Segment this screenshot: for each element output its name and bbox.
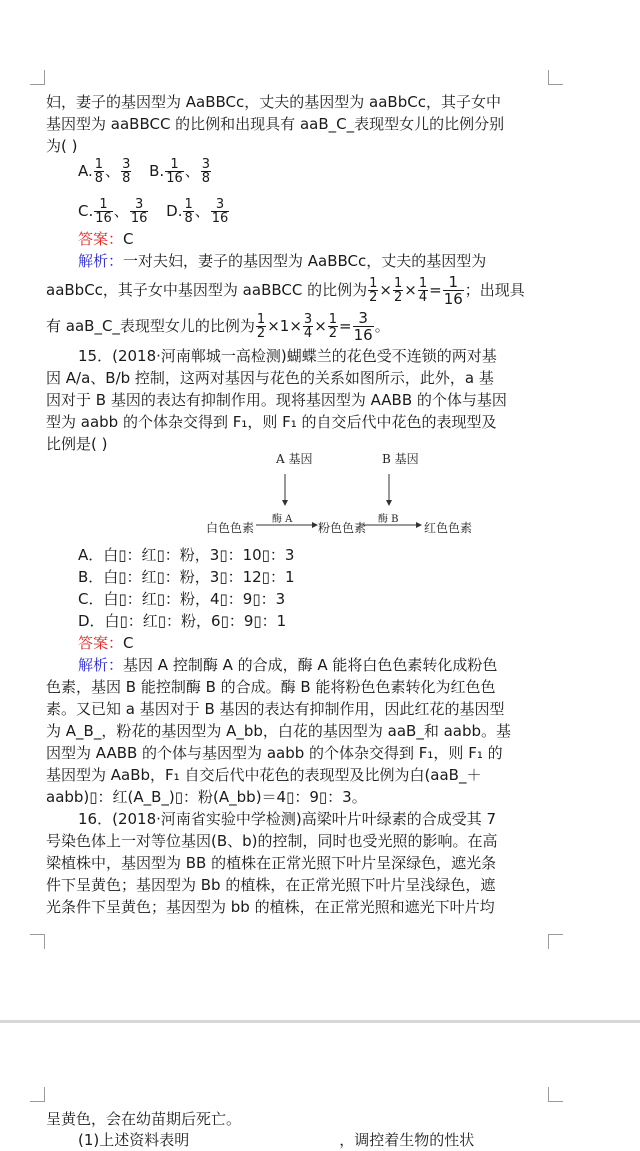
q14-options-row-1: A. $\frac{1}{8}$ 、 $\frac{3}{8}$ B. $\frac{1}{16}$ 、 $\frac{3}{8}$ (78, 157, 211, 186)
fraction: $\frac{1}{16}$ (443, 273, 463, 308)
diagram-enzyme-a: 酶 A (272, 514, 293, 525)
fraction: $\frac{1}{8}$ (184, 197, 193, 226)
q15-analysis-line-5: 因型为 AABB 的个体与基因型为 aabb 的个体杂交得到 F₁，则 F₁ 的 (46, 744, 503, 762)
q14-options-row-2: C. $\frac{1}{16}$ 、 $\frac{3}{16}$ D. $\frac{1}{8}$ 、 $\frac{3}{16}$ (78, 197, 229, 226)
diagram-gene-b: B 基因 (382, 452, 419, 466)
q15-option-a: A．白▯：红▯：粉，3▯：10▯：3 (78, 546, 295, 564)
q15-stem-line-4: 型为 aabb 的个体杂交得到 F₁，则 F₁ 的自交后代中花色的表现型及 (46, 413, 497, 431)
crop-mark-top-left (30, 1087, 45, 1102)
crop-mark-top-left (30, 70, 45, 85)
fraction: $\frac{1}{2}$ (328, 312, 338, 341)
fraction: $\frac{1}{2}$ (369, 276, 378, 305)
q15-analysis-line-3: 素。又已知 a 基因对于 B 基因的表达有抑制作用，因此红花的基因型 (46, 700, 505, 718)
diagram-gene-a: A 基因 (276, 452, 313, 466)
fraction: $\frac{3}{8}$ (201, 157, 211, 186)
diagram-red-pigment: 红色色素 (424, 521, 473, 535)
fraction: $\frac{1}{2}$ (393, 276, 403, 305)
q14-option-d: D. (166, 202, 183, 220)
q16-continued-line-1: 呈黄色，会在幼苗期后死亡。 (46, 1110, 242, 1128)
fraction: $\frac{3}{16}$ (130, 197, 148, 226)
crop-mark-top-right (548, 70, 563, 85)
crop-mark-bottom-right (548, 934, 563, 949)
analysis-label: 解析： (78, 656, 124, 674)
q15-analysis-line-7: aabb)▯：红(A_B_)▯：粉(A_bb)＝4▯：9▯：3。 (46, 788, 367, 806)
q14-analysis-line-2: aaBbCc，其子女中基因型为 aaBBCC 的比例为 $\frac{1}{2}$ × $\frac{1}{2}$ × $\frac{1}{4}$ = $\frac{1}{16}$ ；出现具 (46, 273, 525, 308)
fraction: $\frac{1}{2}$ (256, 312, 266, 341)
fraction: $\frac{3}{8}$ (122, 157, 131, 186)
q15-analysis-line-6: 基因型为 AaBb，F₁ 自交后代中花色的表现型及比例为白(aaB_＋ (46, 766, 482, 784)
fraction: $\frac{3}{16}$ (211, 197, 229, 226)
q15-analysis-line-2: 色素，基因 B 能控制酶 B 的合成。酶 B 能将粉色色素转化为红色色 (46, 678, 496, 696)
q15-stem-line-3: 因对于 B 基因的表达有抑制作用。现将基因型为 AABB 的个体与基因 (46, 391, 507, 409)
q14-analysis-line-3: 有 aaB_C_表现型女儿的比例为 $\frac{1}{2}$ ×1× $\frac{3}{4}$ × $\frac{1}{2}$ = $\frac{3}{16}$ 。 (46, 309, 390, 344)
fraction: $\frac{1}{16}$ (166, 157, 183, 186)
q16-continued-line-2: (1)上述资料表明 ，调控着生物的性状 (78, 1131, 475, 1149)
q16-stem-line-2: 号染色体上一对等位基因(B、b)的控制，同时也受光照的影响。在高 (46, 832, 498, 850)
fraction: $\frac{1}{4}$ (418, 276, 428, 305)
q15-answer: 答案：C (78, 634, 134, 652)
diagram-enzyme-b: 酶 B (378, 514, 399, 525)
q15-analysis-line-4: 为 A_B_，粉花的基因型为 A_bb，白花的基因型为 aaB_和 aabb。基 (46, 722, 512, 740)
fraction: $\frac{1}{8}$ (94, 157, 104, 186)
q14-option-a: A. (78, 162, 93, 180)
q16-stem-line-4: 件下呈黄色；基因型为 Bb 的植株，在正常光照下叶片呈浅绿色，遮 (46, 876, 496, 894)
q16-stem-line-5: 光条件下呈黄色；基因型为 bb 的植株，在正常光照和遮光下叶片均 (46, 898, 495, 916)
fraction: $\frac{3}{4}$ (303, 312, 313, 341)
crop-mark-bottom-left (30, 934, 45, 949)
q14-answer: 答案：C (78, 230, 134, 248)
q14-stem-line-2: 基因型为 aaBBCC 的比例和出现具有 aaB_C_表现型女儿的比例分别 (46, 115, 505, 133)
q14-stem-line-1: 妇，妻子的基因型为 AaBBCc，丈夫的基因型为 aaBbCc，其子女中 (46, 93, 501, 111)
pigment-pathway-diagram (200, 450, 500, 540)
q15-stem-line-1: 15．(2018·河南郸城一高检测)蝴蝶兰的花色受不连锁的两对基 (78, 347, 497, 365)
q16-stem-line-3: 梁植株中，基因型为 BB 的植株在正常光照下叶片呈深绿色，遮光条 (46, 854, 497, 872)
q14-analysis-line-1: 解析：一对夫妇，妻子的基因型为 AaBBCc，丈夫的基因型为 (78, 252, 487, 270)
analysis-label: 解析： (78, 252, 124, 270)
q15-option-d: D．白▯：红▯：粉，6▯：9▯：1 (78, 612, 287, 630)
q14-option-b: B. (149, 162, 165, 180)
document-page-2 (0, 1023, 640, 1149)
fraction: $\frac{1}{16}$ (95, 197, 112, 226)
diagram-white-pigment: 白色色素 (206, 521, 255, 535)
q14-stem-line-3: 为( ) (46, 137, 78, 155)
crop-mark-top-right (548, 1087, 563, 1102)
diagram-pink-pigment: 粉色色素 (318, 521, 367, 535)
q14-option-c: C. (78, 202, 94, 220)
fraction: $\frac{3}{16}$ (353, 309, 373, 344)
q15-analysis-line-1: 解析：基因 A 控制酶 A 的合成，酶 A 能将白色色素转化成粉色 (78, 656, 498, 674)
q15-option-c: C．白▯：红▯：粉，4▯：9▯：3 (78, 590, 286, 608)
q15-option-b: B．白▯：红▯：粉，3▯：12▯：1 (78, 568, 295, 586)
q16-stem-line-1: 16．(2018·河南省实验中学检测)高梁叶片叶绿素的合成受其 7 (78, 810, 497, 828)
q15-stem-line-2: 因 A/a、B/b 控制，这两对基因与花色的关系如图所示，此外，a 基 (46, 369, 494, 387)
q15-stem-line-5: 比例是( ) (46, 435, 108, 453)
